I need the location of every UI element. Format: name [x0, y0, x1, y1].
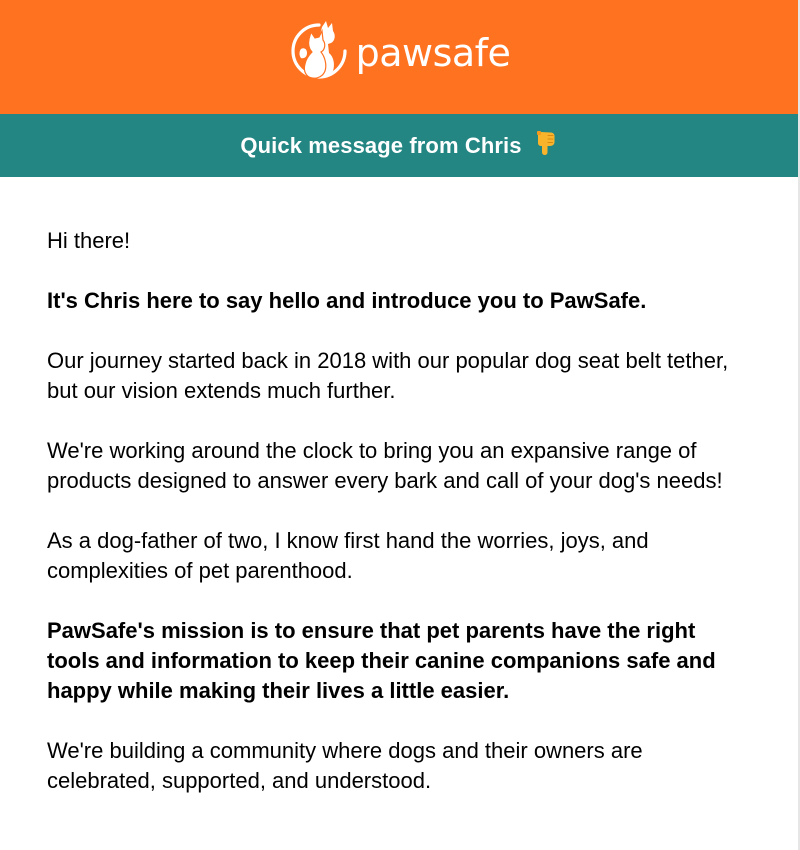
brand-name: pawsafe	[355, 31, 511, 75]
banner-title: Quick message from Chris	[240, 132, 522, 158]
message-body	[0, 177, 798, 796]
pointing-down-hand-icon	[532, 131, 558, 157]
mission-paragraph: PawSafe's mission is to ensure that pet parents have the right tools and information to keep their canine companions safe and happy while making their lives a little easier.	[47, 618, 716, 703]
brand-logo	[288, 19, 511, 83]
pawsafe-logo-icon	[288, 19, 350, 83]
message-banner	[0, 114, 798, 177]
products-paragraph: We're working around the clock to bring you an expansive range of products designed to answer every bark and call of your dog's needs!	[47, 438, 723, 493]
community-paragraph: We're building a community where dogs and their owners are celebrated, supported, and understood.	[47, 738, 643, 793]
brand-header	[0, 0, 798, 114]
journey-paragraph: Our journey started back in 2018 with our popular dog seat belt tether, but our vision extends much further.	[47, 348, 729, 403]
intro-paragraph: It's Chris here to say hello and introduce you to PawSafe.	[47, 288, 647, 313]
greeting-paragraph: Hi there!	[47, 228, 131, 253]
dog-father-paragraph: As a dog-father of two, I know first hand the worries, joys, and complexities of pet parenthood.	[47, 528, 649, 583]
